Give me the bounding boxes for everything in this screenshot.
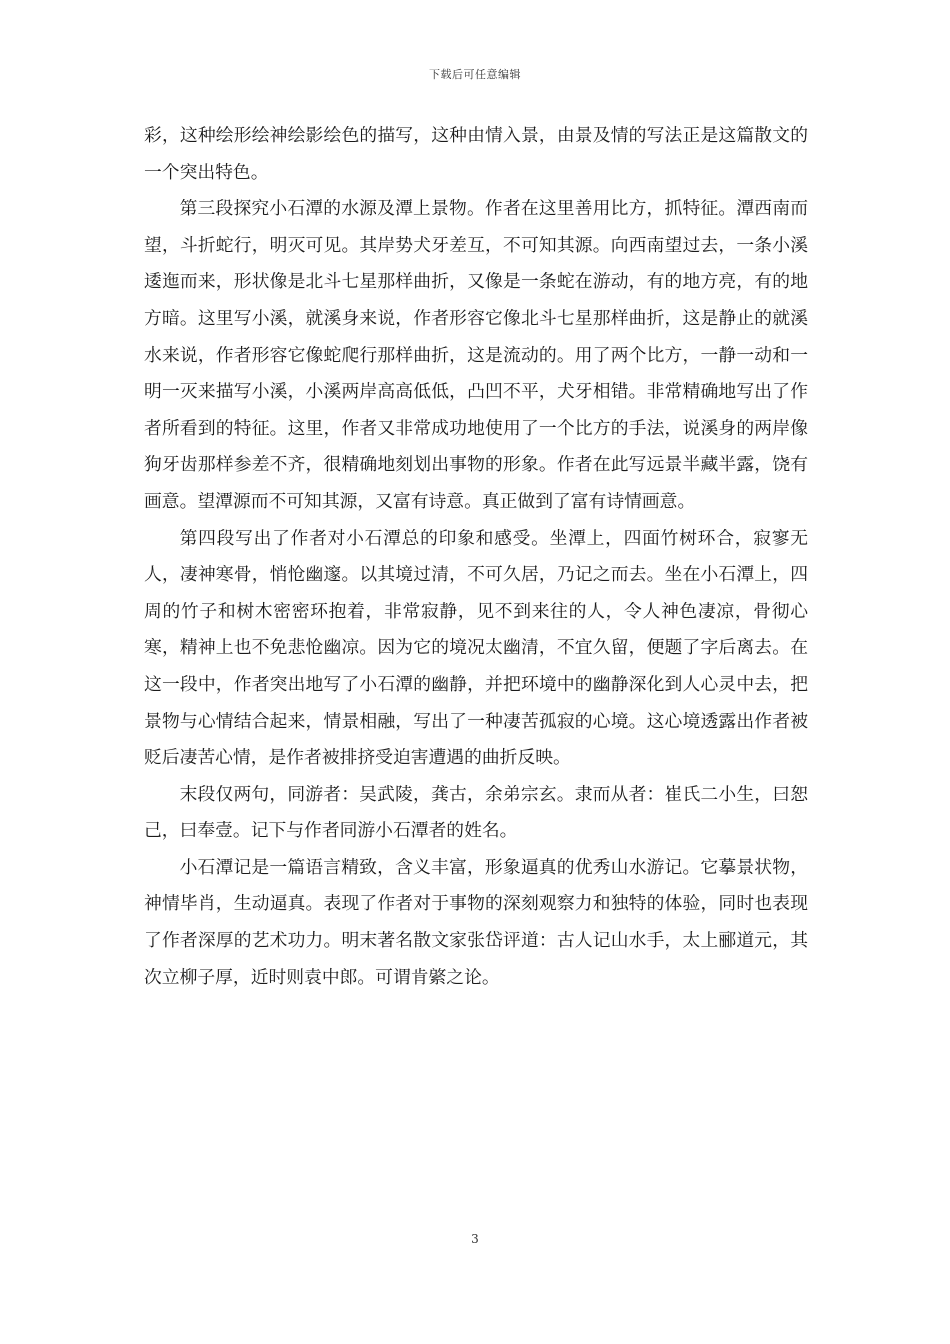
- paragraph-final-section: 末段仅两句，同游者：吴武陵，龚古，余弟宗玄。隶而从者：崔氏二小生，曰恕己，曰奉壹。记下与作者同游小石潭者的姓名。: [144, 783, 808, 842]
- paragraph-continuation: 彩，这种绘形绘神绘影绘色的描写，这种由情入景，由景及情的写法正是这篇散文的一个突出特色。: [144, 125, 808, 183]
- paragraph-third-section: 第三段探究小石潭的水源及潭上景物。作者在这里善用比方，抓特征。潭西南而望，斗折蛇行，明灭可见。其岸势犬牙差互，不可知其源。向西南望过去，一条小溪逶迤而来，形状像是北斗七星那样曲折，又像是一条蛇在游动，有的地方亮，有的地方暗。这里写小溪，就溪身来说，作者形容它像北斗七星那样曲折，这是静止的就溪水来说，作者形容它像蛇爬行那样曲折，这是流动的。用了两个比方，一静一动和一明一灭来描写小溪，小溪两岸高高低低，凸凹不平，犬牙相错。非常精确地写出了作者所看到的特征。这里，作者又非常成功地使用了一个比方的手法，说溪身的两岸像狗牙齿那样参差不齐，很精确地刻划出事物的形象。作者在此写远景半藏半露，饶有画意。望潭源而不可知其源，又富有诗意。真正做到了富有诗情画意。: [144, 198, 808, 512]
- page-header: 下载后可任意编辑: [429, 68, 521, 81]
- paragraph-conclusion: 小石潭记是一篇语言精致，含义丰富，形象逼真的优秀山水游记。它摹景状物，神情毕肖，生动逼真。表现了作者对于事物的深刻观察力和独特的体验，同时也表现了作者深厚的艺术功力。明末著名散文家张岱评道：古人记山水手，太上郦道元，其次立柳子厚，近时则袁中郎。可谓肯綮之论。: [144, 856, 808, 988]
- paragraph-fourth-section: 第四段写出了作者对小石潭总的印象和感受。坐潭上，四面竹树环合，寂寥无人，凄神寒骨，悄怆幽邃。以其境过清，不可久居，乃记之而去。坐在小石潭上，四周的竹子和树木密密环抱着，非常寂静，见不到来往的人，令人神色凄凉，骨彻心寒，精神上也不免悲怆幽凉。因为它的境况太幽清，不宜久留，便题了字后离去。在这一段中，作者突出地写了小石潭的幽静，并把环境中的幽静深化到人心灵中去，把景物与心情结合起来，情景相融，写出了一种凄苦孤寂的心境。这心境透露出作者被贬后凄苦心情，是作者被排挤受迫害遭遇的曲折反映。: [144, 527, 808, 769]
- document-body: [144, 118, 808, 996]
- page-number: 3: [471, 1232, 479, 1246]
